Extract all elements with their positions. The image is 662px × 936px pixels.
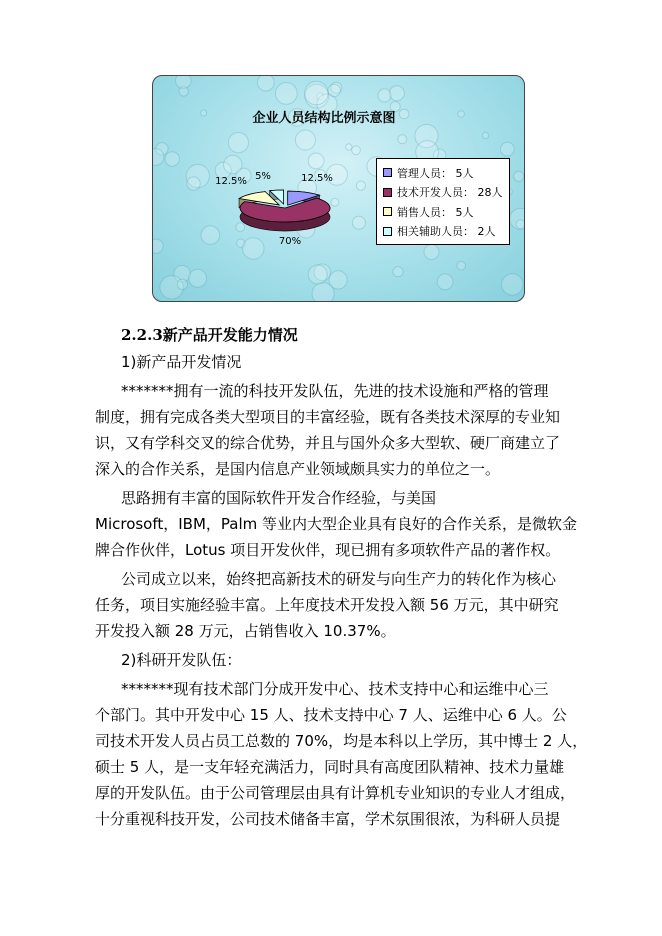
water-drop	[228, 133, 248, 153]
water-drop	[308, 153, 324, 169]
water-drop	[257, 76, 274, 91]
legend-item	[383, 222, 503, 242]
paragraph-line: 个部门。其中开发中心 15 人、技术支持中心 7 人、运维中心 6 人。公	[95, 706, 567, 724]
legend-swatch	[383, 188, 392, 197]
pie-label-slice-sales: 12.5%	[215, 176, 247, 187]
paragraph-line: 1)新产品开发情况	[121, 353, 242, 371]
paragraph-line: 公司成立以来，始终把高新技术的研发与向生产力的转化作为核心	[121, 570, 557, 588]
legend-item	[383, 183, 503, 203]
paragraph-line: 任务，项目实施经验丰富。上年度技术开发投入额 56 万元，其中研究	[95, 596, 559, 614]
section-title: 新产品开发能力情况	[162, 326, 298, 344]
paragraph-line: 牌合作伙伴，Lotus 项目开发伙伴，现已拥有多项软件产品的著作权。	[95, 541, 561, 559]
pie-label-slice-support: 5%	[255, 171, 271, 182]
water-drop	[331, 198, 339, 206]
paragraph-line: 厚的开发队伍。由于公司管理层由具有计算机专业知识的专业人才组成，	[95, 784, 576, 802]
paragraph-line: 识，又有学科交叉的综合优势，并且与国外众多大型软、硬厂商建立了	[95, 434, 561, 452]
chart-legend	[376, 158, 510, 245]
water-drop	[398, 135, 407, 144]
legend-label: 销售人员： 5人	[397, 205, 474, 219]
water-drop	[482, 132, 488, 138]
paragraph-line: *******拥有一流的科技开发队伍，先进的技术设施和严格的管理	[121, 382, 549, 400]
pie-label-slice-management: 12.5%	[301, 173, 333, 184]
legend-swatch	[383, 227, 392, 236]
legend-swatch	[383, 168, 392, 177]
paragraph-line: 开发投入额 28 万元，占销售收入 10.37%。	[95, 622, 396, 640]
water-drop	[308, 265, 327, 284]
water-drop	[393, 267, 403, 277]
water-drop	[389, 86, 404, 101]
water-drop	[424, 245, 439, 260]
paragraph-line: 司技术开发人员占员工总数的 70%，均是本科以上学历，其中博士 2 人，	[95, 732, 588, 750]
paragraph-line: 硕士 5 人，是一支年轻充满活力，同时具有高度团队精神、技术力量雄	[95, 758, 565, 776]
paragraph-line: Microsoft，IBM，Palm 等业内大型企业具有良好的合作关系，是微软金	[95, 515, 578, 533]
water-drop	[236, 223, 245, 232]
pie-slices	[239, 190, 330, 231]
water-drop	[501, 142, 515, 156]
water-drop	[201, 226, 220, 245]
legend-item	[383, 202, 503, 222]
water-drop	[516, 220, 524, 229]
paragraph-line: 制度，拥有完成各类大型项目的丰富经验，既有各类技术深厚的专业知	[95, 408, 561, 426]
water-drop	[458, 111, 465, 118]
paragraph-line: 思路拥有丰富的国际软件开发合作经验，与美国	[121, 489, 437, 507]
water-drop	[457, 261, 466, 270]
water-drop	[305, 81, 329, 105]
water-drop	[352, 216, 365, 229]
water-drop	[295, 130, 315, 150]
water-drop	[243, 238, 264, 259]
water-drop	[275, 83, 297, 105]
water-drop	[312, 283, 334, 301]
legend-item	[383, 163, 503, 183]
water-drop	[177, 279, 187, 289]
water-drop	[153, 239, 163, 253]
section-heading	[121, 324, 298, 345]
water-drop	[328, 84, 340, 96]
water-drop	[179, 87, 188, 96]
water-drop	[399, 109, 409, 119]
water-drop	[514, 171, 524, 181]
chart-title: 企业人员结构比例示意图	[252, 111, 396, 126]
water-drop	[356, 181, 365, 190]
water-drop	[352, 146, 361, 155]
water-drop	[437, 274, 453, 290]
water-drop	[224, 155, 242, 173]
section-number: 2.2.3	[121, 326, 163, 344]
water-drop	[346, 144, 352, 150]
legend-label: 相关辅助人员： 2人	[397, 225, 496, 239]
pie-label-slice-tech-dev: 70%	[278, 236, 302, 247]
water-drop	[189, 269, 207, 287]
water-drop	[187, 177, 200, 190]
legend-label: 管理人员： 5人	[397, 166, 474, 180]
legend-swatch	[383, 207, 392, 216]
paragraph-line: 十分重视科技开发，公司技术储备丰富，学术氛围很浓，为科研人员提	[95, 810, 561, 828]
water-drop	[378, 89, 391, 102]
paragraph-line: *******现有技术部门分成开发中心、技术支持中心和运维中心三	[121, 680, 549, 698]
legend-label: 技术开发人员： 28人	[397, 186, 503, 200]
paragraph-line: 2)科研开发队伍：	[121, 651, 242, 669]
water-drop	[502, 274, 523, 295]
pie-chart	[152, 75, 525, 302]
water-drop	[165, 152, 179, 166]
water-drop	[201, 110, 207, 116]
paragraph-line: 深入的合作关系，是国内信息产业领域颇具实力的单位之一。	[95, 460, 501, 478]
